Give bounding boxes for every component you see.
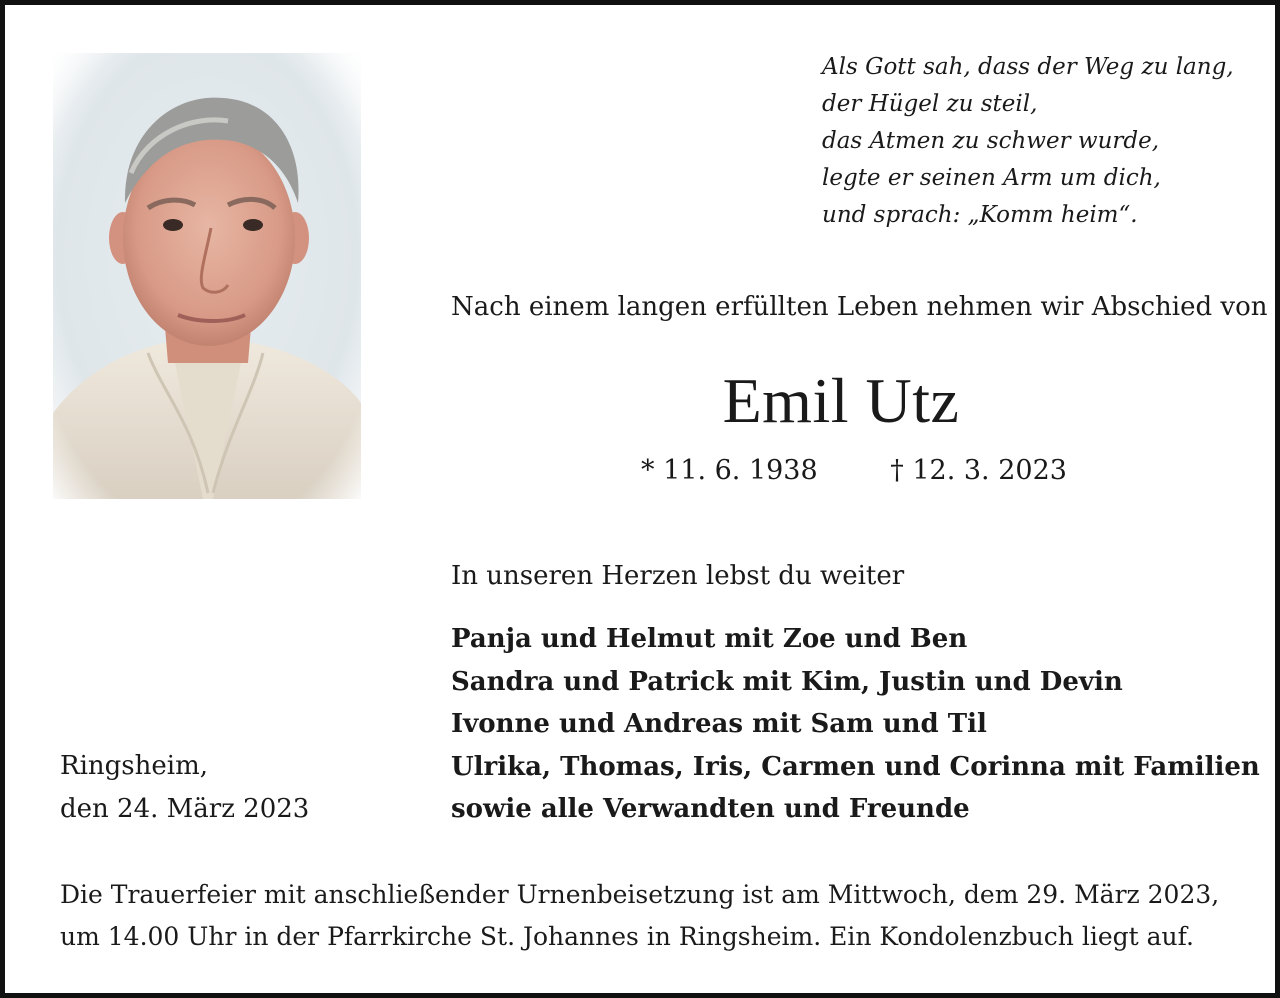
mourner-line: Panja und Helmut mit Zoe und Ben <box>451 624 968 654</box>
poem <box>822 49 1262 234</box>
place-date <box>60 745 309 830</box>
place-city: Ringsheim, <box>60 751 208 781</box>
funeral-info-line: Die Trauerfeier mit anschließender Urnenbeisetzung ist am Mittwoch, dem 29. März 2023, <box>60 880 1220 909</box>
mourner-line: Ivonne und Andreas mit Sam und Til <box>451 709 987 739</box>
intro-text: Nach einem langen erfüllten Leben nehmen wir Abschied von <box>451 292 1268 322</box>
deceased-name: Emil Utz <box>722 365 960 436</box>
life-dates <box>641 453 1067 489</box>
poem-line: Als Gott sah, dass der Weg zu lang, <box>822 54 1234 80</box>
place-date-line: den 24. März 2023 <box>60 793 310 824</box>
birth-date: * 11. 6. 1938 <box>641 455 818 486</box>
motto-text: In unseren Herzen lebst du weiter <box>451 561 905 591</box>
mourner-line: Sandra und Patrick mit Kim, Justin und Devin <box>451 666 1123 697</box>
poem-line: das Atmen zu schwer wurde, <box>822 128 1160 154</box>
poem-line: der Hügel zu steil, <box>822 91 1038 117</box>
mourner-line: Ulrika, Thomas, Iris, Carmen und Corinna mit Familien <box>451 751 1260 782</box>
funeral-info <box>60 874 1240 958</box>
mourners-list <box>451 618 1260 831</box>
death-date: † 12. 3. 2023 <box>890 455 1067 486</box>
mourner-line: sowie alle Verwandten und Freunde <box>451 794 970 824</box>
poem-line: und sprach: „Komm heim“. <box>822 202 1138 228</box>
portrait-photo <box>53 53 361 499</box>
poem-line: legte er seinen Arm um dich, <box>822 165 1161 191</box>
funeral-info-line: um 14.00 Uhr in der Pfarrkirche St. Johannes in Ringsheim. Ein Kondolenzbuch liegt auf. <box>60 922 1194 951</box>
